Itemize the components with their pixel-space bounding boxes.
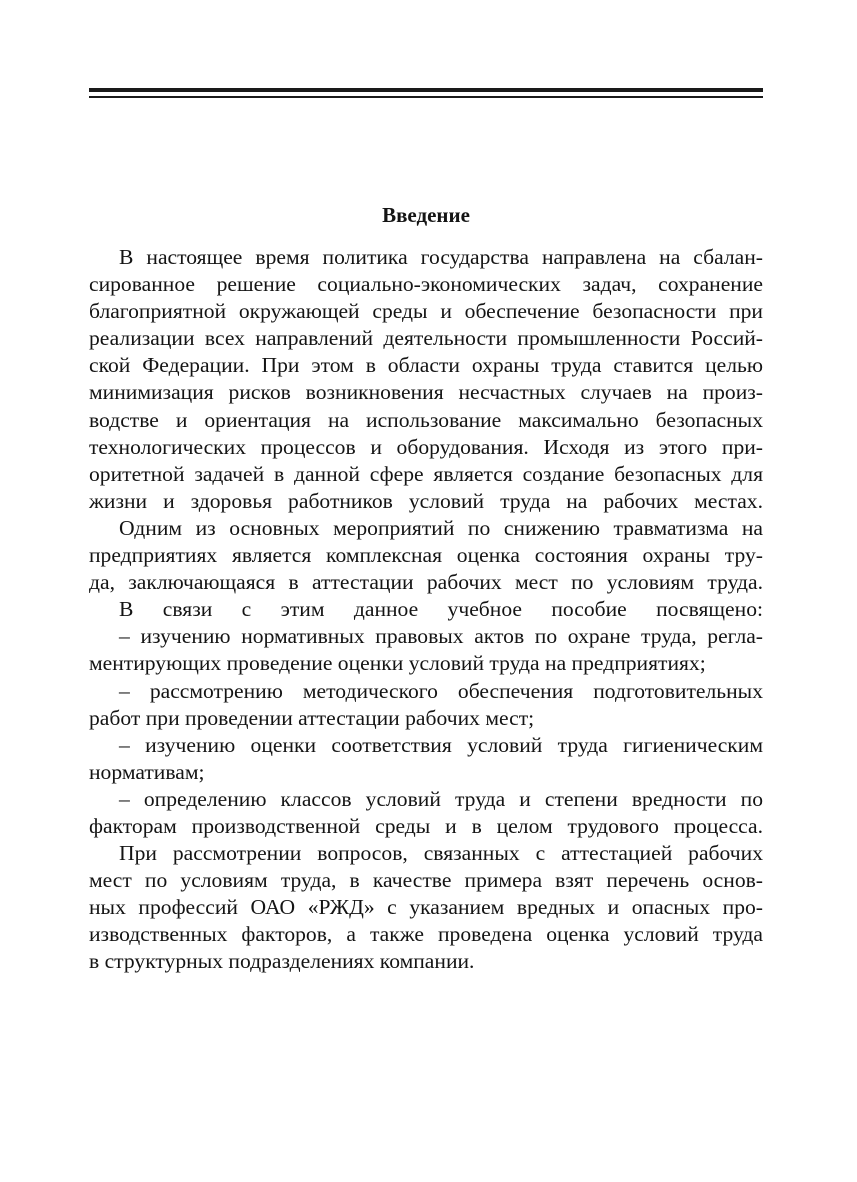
header-rule-thin [89, 96, 763, 98]
section-heading: Введение [382, 203, 470, 227]
list-item-line: – изучению оценки соответствия условий труда гигиеническим [119, 732, 763, 757]
text-line: минимизация рисков возникновения несчастных случаев на произ- [89, 380, 763, 405]
list-item-line: – определению классов условий труда и степени вредности по [119, 786, 763, 811]
text-line: При рассмотрении вопросов, связанных с аттестацией рабочих [119, 841, 763, 866]
body-text [89, 244, 763, 976]
list-item-line: нормативам; [89, 759, 205, 784]
text-line: реализации всех направлений деятельности промышленности Россий- [89, 326, 763, 351]
text-line: жизни и здоровья работников условий труда на рабочих местах. [89, 488, 763, 513]
text-line: благоприятной окружающей среды и обеспечение безопасности при [89, 299, 763, 324]
list-item-line: – изучению нормативных правовых актов по охране труда, регла- [119, 624, 763, 649]
text-line: Одним из основных мероприятий по снижению травматизма на [119, 515, 763, 540]
list-item-line: факторам производственной среды и в целом трудового процесса. [89, 813, 763, 838]
text-line: В связи с этим данное учебное пособие посвящено: [119, 597, 763, 622]
list-item-line: работ при проведении аттестации рабочих мест; [89, 705, 535, 730]
text-line: ных профессий ОАО «РЖД» с указанием вредных и опасных про- [89, 895, 763, 920]
text-line: предприятиях является комплексная оценка состояния охраны тру- [89, 543, 763, 568]
text-line: да, заключающаяся в аттестации рабочих мест по условиям труда. [89, 570, 763, 595]
text-line: технологических процессов и оборудования. Исходя из этого при- [89, 434, 763, 459]
list-item-line: – рассмотрению методического обеспечения подготовительных [119, 678, 763, 703]
list-item-line: ментирующих проведение оценки условий труда на предприятиях; [89, 651, 706, 676]
text-line: В настоящее время политика государства направлена на сбалан- [119, 245, 763, 269]
text-line: водстве и ориентация на использование максимально безопасных [89, 407, 763, 432]
header-rule-thick [89, 88, 763, 92]
text-line: оритетной задачей в данной сфере является создание безопасных для [89, 461, 763, 486]
text-line: ской Федерации. При этом в области охраны труда ставится целью [89, 353, 763, 378]
text-line: в структурных подразделениях компании. [89, 949, 475, 974]
text-line: мест по условиям труда, в качестве примера взят перечень основ- [89, 868, 763, 893]
text-line: изводственных факторов, а также проведена оценка условий труда [89, 922, 763, 947]
text-line: сированное решение социально-экономических задач, сохранение [89, 272, 763, 297]
